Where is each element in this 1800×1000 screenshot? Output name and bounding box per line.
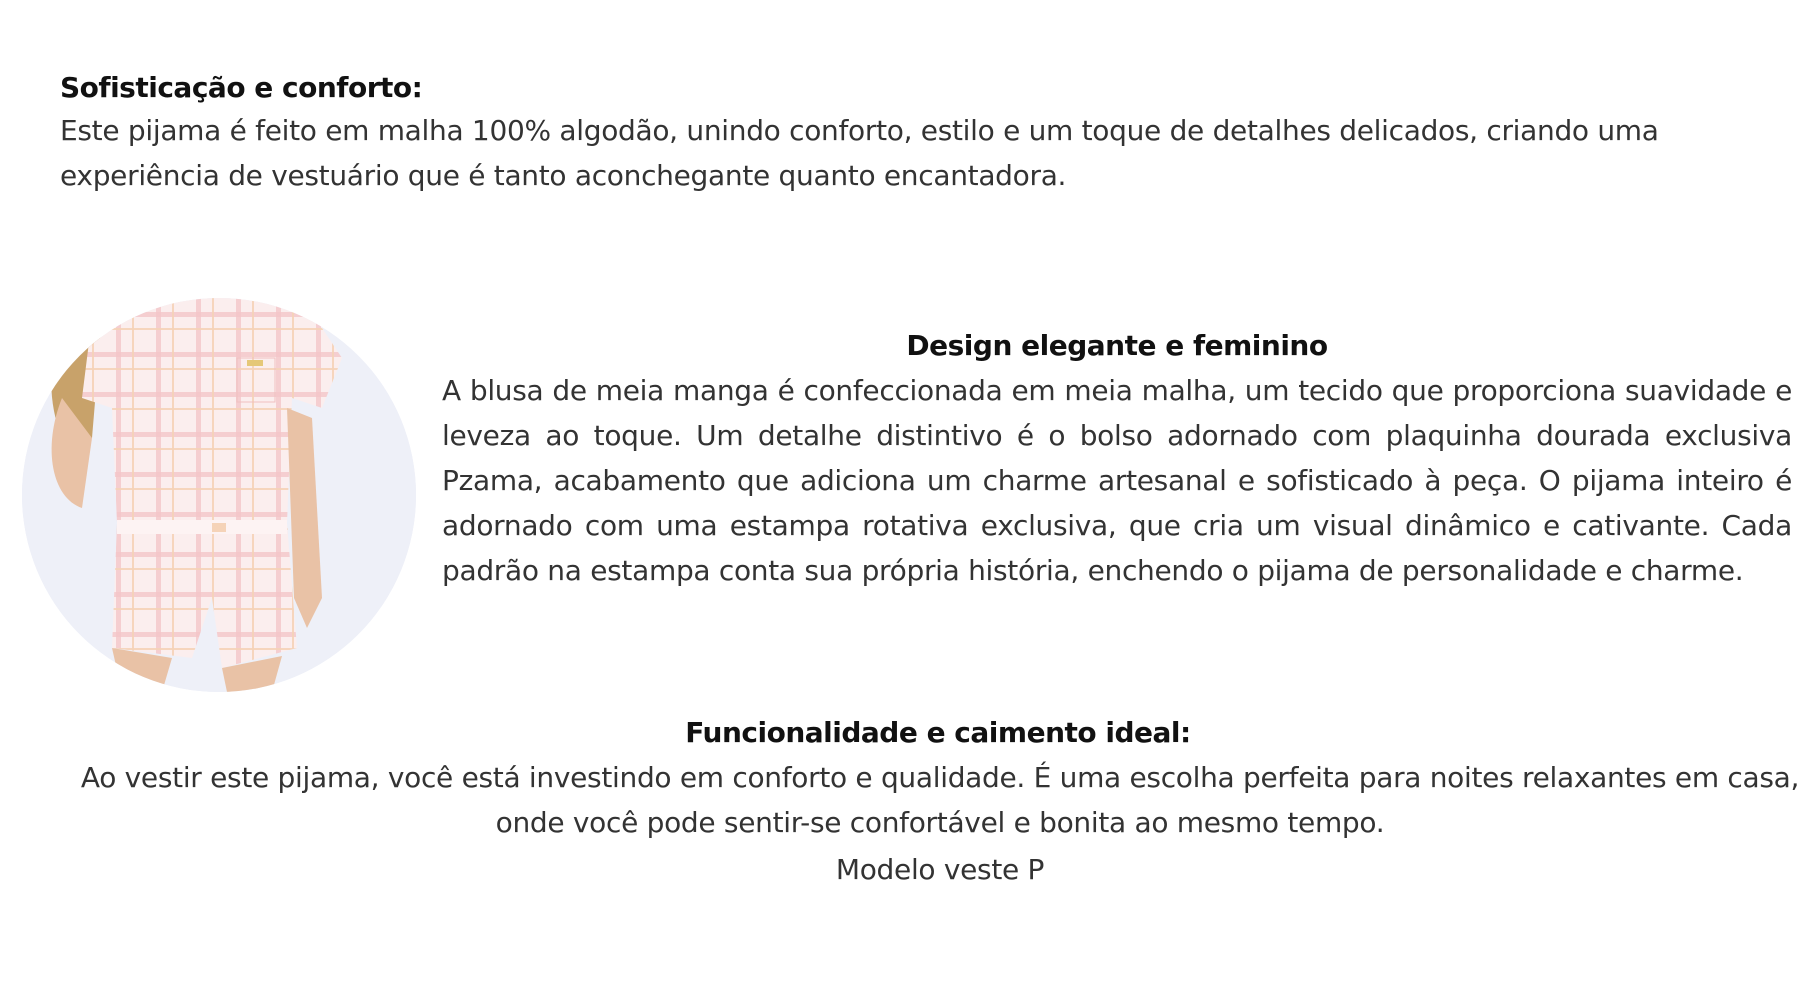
design-title: Design elegante e feminino (906, 329, 1328, 362)
design-text: A blusa de meia manga é confeccionada em meia malha, um tecido que proporciona suavidade e leveza ao toque. Um detalhe distintivo é o bolso adornado com plaquinha dourada exclusiva Pzama, acabamento que adiciona um charme artesanal e sofisticado à peça. O pijama inteiro é adornado com uma estampa rotativa exclusiva, que cria um visual dinâmico e cativante. Cada padrão na estampa conta sua própria história, enchendo o pijama de personalidade e charme. (442, 374, 1792, 587)
model-wearing-pajama-illustration (22, 298, 416, 692)
intro-section (60, 68, 1780, 198)
model-size-note: Modelo veste P (835, 853, 1045, 886)
design-section (442, 326, 1792, 593)
intro-text: Este pijama é feito em malha 100% algodão, unindo conforto, estilo e um toque de detalhes delicados, criando uma experiência de vestuário que é tanto aconchegante quanto encantadora. (60, 114, 1659, 192)
functionality-section (60, 713, 1800, 892)
functionality-text: Ao vestir este pijama, você está investindo em conforto e qualidade. É uma escolha perfeita para noites relaxantes em casa, onde você pode sentir-se confortável e bonita ao mesmo tempo. (80, 761, 1800, 839)
product-photo (22, 298, 416, 692)
intro-title: Sofisticação e conforto: (60, 71, 423, 104)
functionality-title: Funcionalidade e caimento ideal: (685, 716, 1191, 749)
